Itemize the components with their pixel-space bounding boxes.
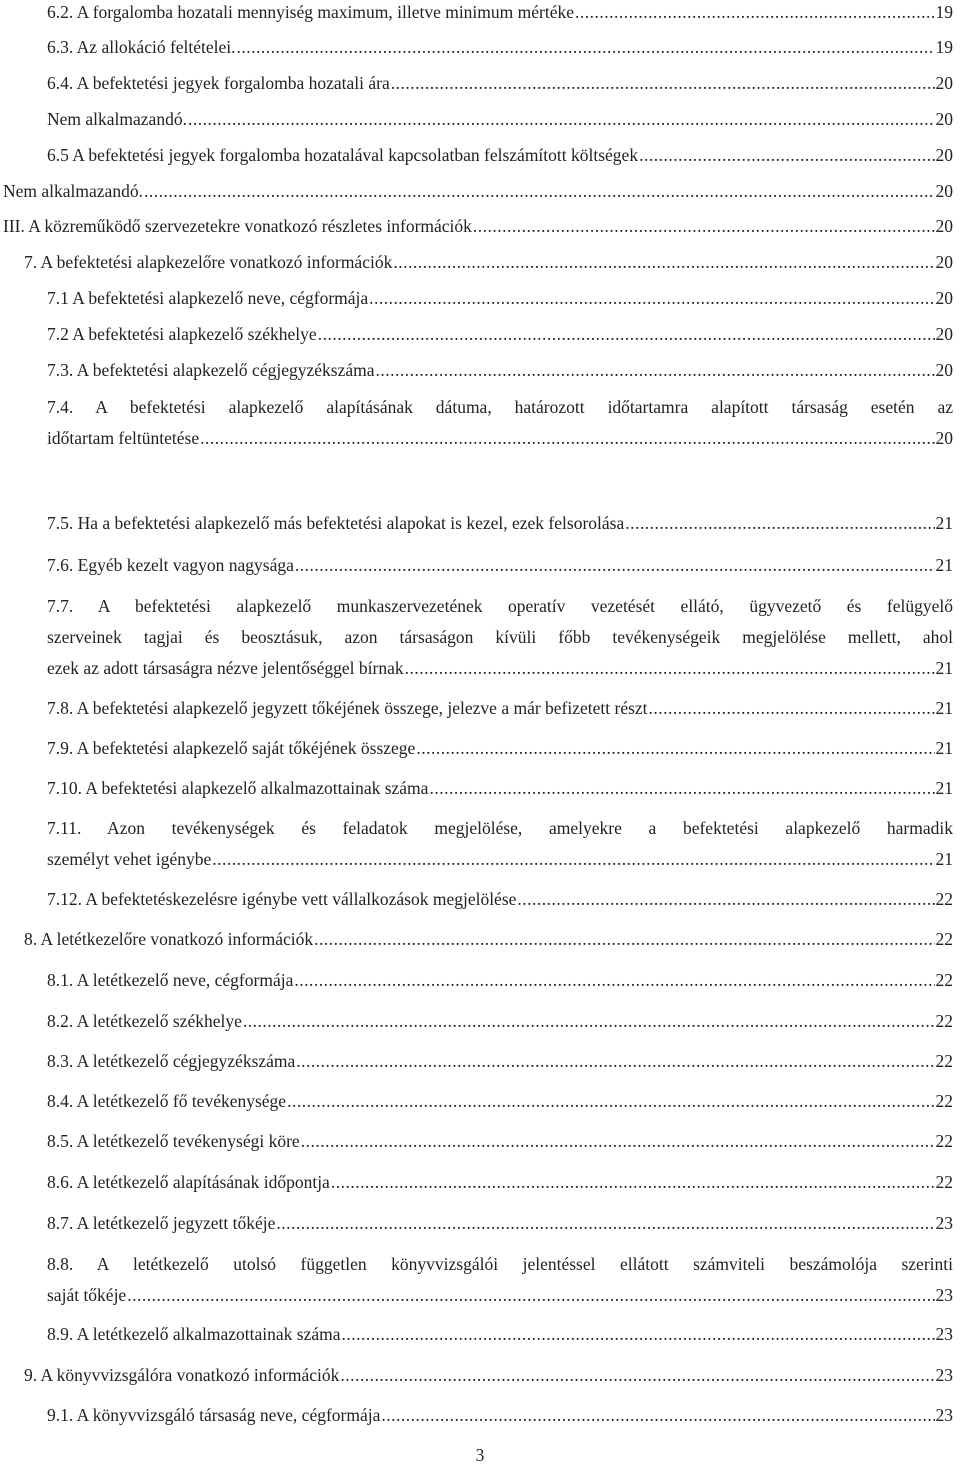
toc-entry[interactable]	[47, 889, 953, 910]
toc-page-number: 20	[935, 428, 953, 448]
toc-entry-title: 7.5. Ha a befektetési alapkezelő más befektetési alapokat is kezel, ezek felsorolása	[47, 513, 625, 533]
toc-entry-title: 6.3. Az allokáció feltételei.	[47, 37, 236, 57]
dot-leader	[287, 1091, 934, 1112]
toc-page-number: 20	[935, 288, 953, 308]
dot-leader	[381, 1405, 934, 1426]
toc-entry-title: 7.10. A befektetési alapkezelő alkalmazottainak száma	[47, 778, 429, 798]
toc-page-number: 21	[935, 513, 953, 533]
toc-page-number: 19	[935, 2, 953, 22]
toc-entry-title: 6.2. A forgalomba hozatali mennyiség maximum, illetve minimum mértéke	[47, 2, 574, 22]
toc-page-number: 20	[935, 181, 953, 201]
toc-entry-title: 7.1 A befektetési alapkezelő neve, cégformája	[47, 288, 369, 308]
toc-page-number: 22	[935, 1131, 953, 1151]
toc-entry-title: 7.3. A befektetési alapkezelő cégjegyzékszáma	[47, 360, 375, 380]
dot-leader	[649, 698, 935, 719]
dot-leader	[331, 1172, 935, 1193]
toc-entry-title: Nem alkalmazandó.	[3, 181, 143, 201]
dot-leader	[296, 1051, 934, 1072]
dot-leader	[375, 360, 934, 381]
toc-page-number: 22	[935, 1011, 953, 1031]
dot-leader	[127, 1285, 934, 1306]
toc-page-number: 20	[935, 109, 953, 129]
toc-entry-title-line: saját tőkéje	[47, 1285, 127, 1305]
dot-leader	[342, 1324, 935, 1345]
toc-page-number: 21	[935, 698, 953, 718]
toc-entry-title: Nem alkalmazandó.	[47, 109, 187, 129]
toc-entry[interactable]	[47, 1011, 953, 1032]
toc-entry-title: 7.12. A befektetéskezelésre igénybe vett vállalkozások megjelölése	[47, 889, 517, 909]
toc-entry-title: 8.4. A letétkezelő fő tevékenysége	[47, 1091, 287, 1111]
dot-leader	[200, 428, 934, 449]
toc-page-number: 21	[935, 849, 953, 869]
dot-leader	[144, 181, 935, 202]
toc-entry[interactable]	[47, 818, 953, 870]
toc-entry-title-line: 7.7. A befektetési alapkezelő munkaszervezetének operatív vezetését ellátó, ügyvezető és felügyelő	[47, 596, 953, 616]
toc-entry-title: 7.8. A befektetési alapkezelő jegyzett tőkéjének összege, jelezve a már befizetett részt	[47, 698, 648, 718]
toc-entry[interactable]	[47, 596, 953, 679]
toc-entry[interactable]	[47, 109, 953, 130]
toc-entry[interactable]	[47, 1172, 953, 1193]
toc-entry[interactable]	[47, 145, 953, 166]
toc-entry[interactable]	[47, 288, 953, 309]
toc-page-number: 22	[935, 889, 953, 909]
toc-entry-title: 8.7. A letétkezelő jegyzett tőkéje	[47, 1213, 276, 1233]
toc-entry[interactable]	[24, 1365, 953, 1386]
toc-entry[interactable]	[24, 252, 953, 273]
dot-leader	[276, 1213, 934, 1234]
dot-leader	[212, 849, 934, 870]
toc-entry-title: 8.1. A letétkezelő neve, cégformája	[47, 970, 294, 990]
dot-leader	[391, 73, 935, 94]
toc-entry-title-line: 7.11. Azon tevékenységek és feladatok megjelölése, amelyekre a befektetési alapkezelő harmadik	[47, 818, 953, 838]
dot-leader	[295, 555, 935, 576]
toc-entry-title-line: 7.4. A befektetési alapkezelő alapításának dátuma, határozott időtartamra alapított társaság esetén az	[47, 397, 953, 417]
dot-leader	[416, 738, 934, 759]
toc-entry[interactable]	[47, 2, 953, 23]
dot-leader	[625, 513, 934, 534]
toc-page-number: 20	[935, 73, 953, 93]
dot-leader	[429, 778, 934, 799]
toc-entry[interactable]	[3, 216, 953, 237]
dot-leader	[405, 658, 935, 679]
toc-page-number: 21	[935, 658, 953, 678]
toc-entry-title: 6.5 A befektetési jegyek forgalomba hozatalával kapcsolatban felszámított költségek	[47, 145, 639, 165]
toc-page-number: 21	[935, 738, 953, 758]
dot-leader	[294, 970, 934, 991]
toc-entry[interactable]	[47, 1324, 953, 1345]
toc-entry[interactable]	[47, 1405, 953, 1426]
toc-entry-title: 8.6. A letétkezelő alapításának időpontja	[47, 1172, 330, 1192]
toc-entry-title: 6.4. A befektetési jegyek forgalomba hozatali ára	[47, 73, 390, 93]
toc-page-number: 23	[935, 1324, 953, 1344]
toc-entry-title-line: szerveinek tagjai és beosztásuk, azon társaságon kívüli főbb tevékenységeik megjelölése mellett, ahol	[47, 627, 953, 647]
toc-page-number: 23	[935, 1213, 953, 1233]
toc-entry-title: 7.6. Egyéb kezelt vagyon nagysága	[47, 555, 294, 575]
toc-page-number: 22	[935, 1172, 953, 1192]
dot-leader	[243, 1011, 935, 1032]
toc-entry-title: III. A közreműködő szervezetekre vonatkozó részletes információk	[3, 216, 472, 236]
toc-page-number: 22	[935, 1091, 953, 1111]
toc-entry-title-line: ezek az adott társaságra nézve jelentőséggel bírnak	[47, 658, 404, 678]
dot-leader	[188, 109, 935, 130]
dot-leader	[369, 288, 934, 309]
toc-entry[interactable]	[47, 1213, 953, 1234]
toc-entry-title: 8.3. A letétkezelő cégjegyzékszáma	[47, 1051, 296, 1071]
toc-entry-title: 9.1. A könyvvizsgáló társaság neve, cégformája	[47, 1405, 381, 1425]
toc-page-number: 23	[935, 1405, 953, 1425]
dot-leader	[314, 929, 934, 950]
toc-page-number: 21	[935, 778, 953, 798]
dot-leader	[575, 2, 935, 23]
toc-entry-title-line: 8.8. A letétkezelő utolsó független könyvvizsgálói jelentéssel ellátott számviteli beszámolója szerinti	[47, 1254, 953, 1274]
toc-entry[interactable]	[47, 970, 953, 991]
dot-leader	[340, 1365, 934, 1386]
toc-entry[interactable]	[47, 778, 953, 799]
toc-page-number: 22	[935, 1051, 953, 1071]
dot-leader	[393, 252, 934, 273]
toc-page-number: 23	[935, 1365, 953, 1385]
toc-page-number: 19	[935, 37, 953, 57]
toc-entry[interactable]	[47, 555, 953, 576]
dot-leader	[517, 889, 934, 910]
toc-entry-title: 7.2 A befektetési alapkezelő székhelye	[47, 324, 317, 344]
toc-entry[interactable]	[47, 37, 953, 58]
toc-entry[interactable]	[47, 1051, 953, 1072]
dot-leader	[301, 1131, 935, 1152]
dot-leader	[639, 145, 934, 166]
toc-entry[interactable]	[47, 1131, 953, 1152]
toc-entry-title: 8.5. A letétkezelő tevékenységi köre	[47, 1131, 300, 1151]
toc-entry-title: 9. A könyvvizsgálóra vonatkozó információk	[24, 1365, 340, 1385]
toc-entry-title: 8.2. A letétkezelő székhelye	[47, 1011, 242, 1031]
toc-entry-title: 7. A befektetési alapkezelőre vonatkozó információk	[24, 252, 393, 272]
toc-page-number: 21	[935, 555, 953, 575]
toc-entry-title-line: időtartam feltüntetése	[47, 428, 200, 448]
toc-entry[interactable]	[47, 1254, 953, 1306]
toc-page-number: 20	[935, 216, 953, 236]
dot-leader	[237, 37, 935, 58]
toc-entry[interactable]	[3, 181, 953, 202]
toc-entry[interactable]	[47, 738, 953, 759]
toc-page-number: 23	[935, 1285, 953, 1305]
dot-leader	[473, 216, 935, 237]
toc-page-number: 20	[935, 324, 953, 344]
toc-entry[interactable]	[24, 929, 953, 950]
page-number: 3	[475, 1445, 485, 1465]
toc-page-number: 20	[935, 252, 953, 272]
toc-entry-title: 8. A letétkezelőre vonatkozó információk	[24, 929, 314, 949]
toc-entry[interactable]	[47, 513, 953, 534]
toc-page-number: 22	[935, 929, 953, 949]
toc-page-number: 22	[935, 970, 953, 990]
toc-entry[interactable]	[47, 324, 953, 345]
toc-entry-title: 7.9. A befektetési alapkezelő saját tőkéjének összege	[47, 738, 416, 758]
toc-entry-title: 8.9. A letétkezelő alkalmazottainak száma	[47, 1324, 341, 1344]
toc-page-number: 20	[935, 360, 953, 380]
toc-entry[interactable]	[47, 360, 953, 381]
toc-entry[interactable]	[47, 397, 953, 449]
toc-entry-title-line: személyt vehet igénybe	[47, 849, 212, 869]
toc-entry[interactable]	[47, 698, 953, 719]
dot-leader	[318, 324, 935, 345]
toc-page-number: 20	[935, 145, 953, 165]
toc-entry[interactable]	[47, 73, 953, 94]
toc-entry[interactable]	[47, 1091, 953, 1112]
